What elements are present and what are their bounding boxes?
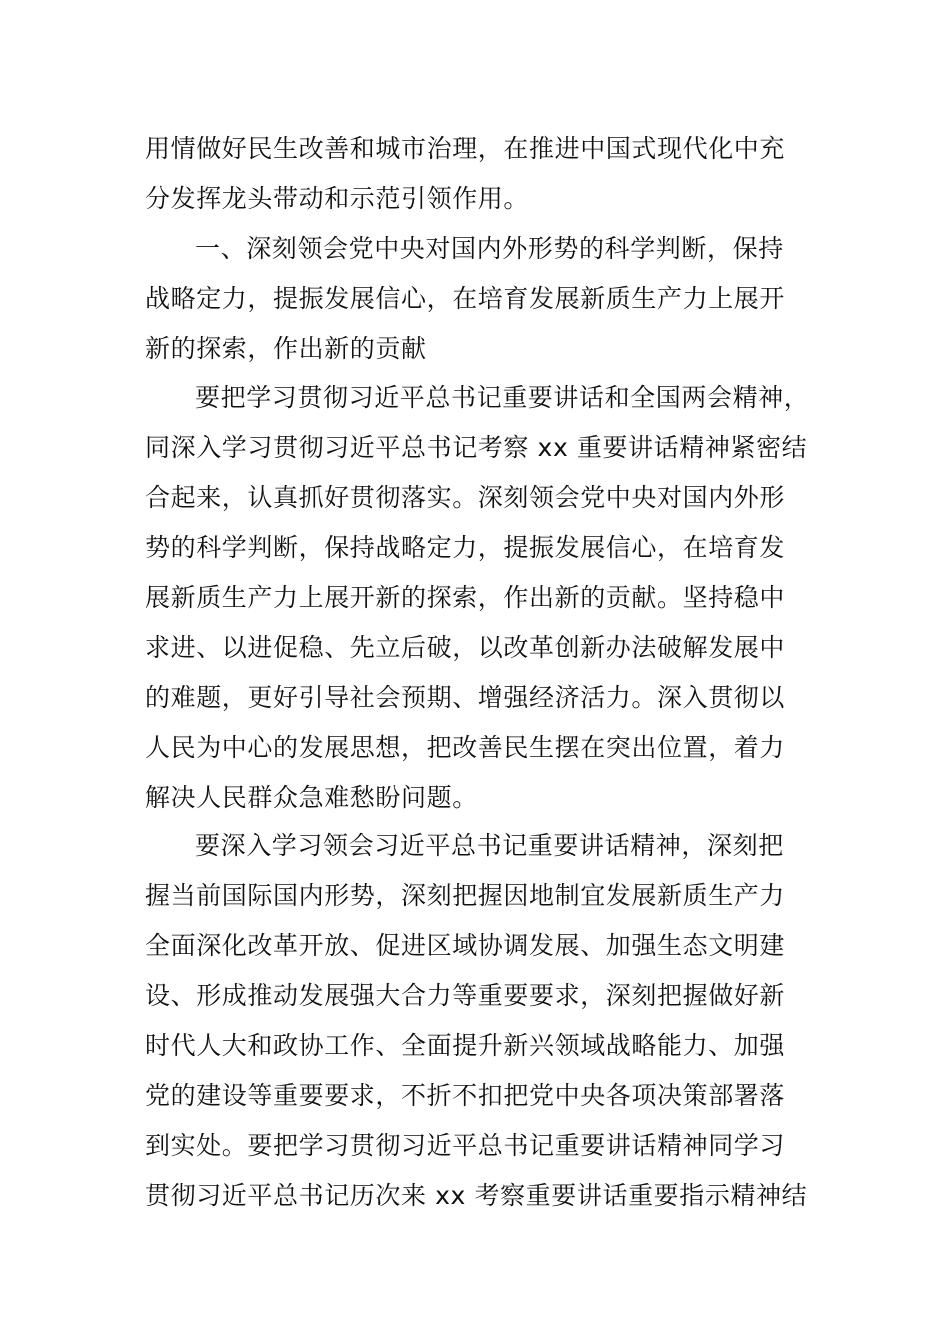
text-line: 分发挥龙头带动和示范引领作用。	[145, 184, 530, 213]
text-line: 到实处。要把学习贯彻习近平总书记重要讲话精神同学习	[145, 1131, 786, 1160]
text-line: 新的探索，作出新的贡献	[145, 334, 427, 363]
text-line: 展新质生产力上展开新的探索，作出新的贡献。坚持稳中	[145, 583, 786, 612]
text-line: 握当前国际国内形势，深刻把握因地制宜发展新质生产力	[145, 881, 786, 910]
section-heading	[145, 224, 815, 374]
text-line: 设、形成推动发展强大合力等重要要求，深刻把握做好新	[145, 981, 786, 1010]
text-line: 势的科学判断，保持战略定力，提振发展信心，在培育发	[145, 533, 786, 562]
text-line: 解决人民群众急难愁盼问题。	[145, 783, 478, 812]
text-line: 合起来，认真抓好贯彻落实。深刻领会党中央对国内外形	[145, 483, 786, 512]
text-line: 贯彻习近平总书记历次来 xx 考察重要讲话重要指示精神结	[145, 1181, 808, 1210]
text-line: 求进、以进促稳、先立后破，以改革创新办法破解发展中	[145, 633, 786, 662]
text-line: 用情做好民生改善和城市治理，在推进中国式现代化中充	[145, 134, 786, 163]
text-line: 时代人大和政协工作、全面提升新兴领域战略能力、加强	[145, 1031, 786, 1060]
text-line: 人民为中心的发展思想，把改善民生摆在突出位置，着力	[145, 733, 786, 762]
body-paragraph	[145, 373, 815, 823]
body-paragraph	[145, 821, 815, 1221]
text-line: 要把学习贯彻习近平总书记重要讲话和全国两会精神，	[195, 383, 810, 412]
text-line: 全面深化改革开放、促进区域协调发展、加强生态文明建	[145, 931, 786, 960]
text-line: 同深入学习贯彻习近平总书记考察 xx 重要讲话精神紧密结	[145, 433, 808, 462]
text-line: 战略定力，提振发展信心，在培育发展新质生产力上展开	[145, 284, 786, 313]
paragraph-intro-continuation	[145, 124, 815, 224]
text-line: 要深入学习领会习近平总书记重要讲话精神，深刻把	[195, 831, 784, 860]
text-line: 党的建设等重要要求，不折不扣把党中央各项决策部署落	[145, 1081, 786, 1110]
text-line: 一、深刻领会党中央对国内外形势的科学判断，保持	[195, 234, 784, 263]
text-line: 的难题，更好引导社会预期、增强经济活力。深入贯彻以	[145, 683, 786, 712]
